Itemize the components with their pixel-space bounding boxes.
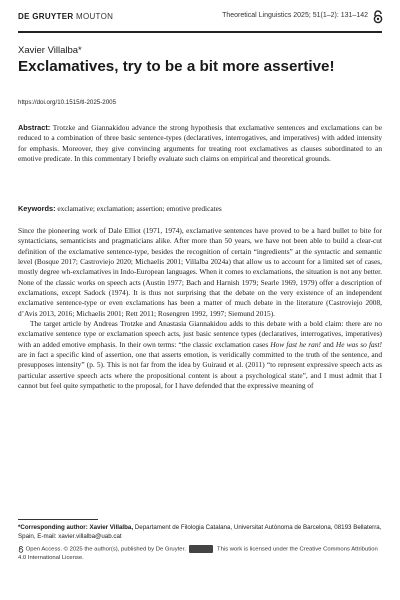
body-p2-part-b: and [320, 339, 336, 349]
brand-light: MOUTON [75, 12, 114, 21]
body-p2-part-c: are in fact a specific kind of assertion, one that asserts emotion, is veridically committed to the truth of the sentence, and presupposes intensity” (p. 5). This is not far from the idea by Guiraud et al. (2011) “to represent expressive speech acts as particular assertive speech acts where the propositional content is about a psychological state”, and I must admit that I cannot but feel quite sympathetic to the proposal, for I have defended that the expressive meaning of [18, 350, 382, 391]
keywords-label: Keywords: [18, 204, 56, 213]
license-text-a: Open Access. © 2025 the author(s), published by De Gruyter. [25, 546, 186, 553]
license-notice [18, 545, 382, 563]
footnote-label: *Corresponding author: Xavier Villalba, [18, 524, 134, 531]
article-title: Exclamatives, try to be a bit more assertive! [18, 58, 335, 75]
header-rule [18, 31, 382, 33]
example-1: How fast he ran! [270, 339, 321, 349]
footnote-rule [18, 519, 98, 520]
publisher-logo [18, 12, 113, 21]
corresponding-author-footnote [18, 523, 382, 541]
abstract-label: Abstract: [18, 123, 51, 132]
author-name: Xavier Villalba* [18, 45, 82, 56]
body-paragraph-2 [18, 319, 382, 391]
cc-by-badge-icon[interactable] [189, 545, 213, 553]
brand-bold: DE GRUYTER [18, 12, 74, 21]
footnote-text[interactable]: Departament de Filologia Catalana, Universitat Autònoma de Barcelona, 08193 Bellaterra, Spain, E-mail: xavier.villalba@uab.cat [18, 524, 382, 540]
open-access-icon [372, 10, 384, 24]
example-2: He was so fast! [335, 339, 382, 349]
abstract-text: Trotzke and Giannakidou advance the strong hypothesis that exclamative sentences and exclamations can be reduced to a combination of three basic sentence-types (declaratives, interrogatives, and imperatives) with added intensity for emphasis. Moreover, they give convincing arguments for treating root exclamatives as clauses subordinated to an emotive predicate. In this commentary I briefly evaluate such claims on empirical and theoretical grounds. [18, 123, 382, 164]
journal-citation: Theoretical Linguistics 2025; 51(1–2): 131–142 [222, 12, 368, 19]
open-access-small-icon [18, 546, 24, 553]
keywords [18, 204, 382, 214]
body-p2-part-a: The target article by Andreas Trotzke and Anastasia Giannakidou adds to this debate with a bold claim: there are no exclamative sentence type or exclamation speech acts, just basic sentence types (declaratives, interrogatives, imperatives) with an added emotive emphasis. In their own terms: “the classic exclamation cases [18, 319, 382, 349]
abstract [18, 123, 382, 165]
page-header [18, 12, 382, 26]
article-body [18, 226, 382, 392]
doi-link[interactable]: https://doi.org/10.1515/tl-2025-2005 [18, 99, 117, 106]
body-paragraph-1: Since the pioneering work of Dale Elliot (1971, 1974), exclamative sentences have proved to be a hard bullet to bite for syntacticians, semanticists and pragmaticians alike. After more than 50 years, we have not been able to build a clear-cut definition of the exclamative sentence-type, besides the recognition of certain “ingredients” at the syntactic and semantic level (Bosque 2017; Castroviejo 2020; Michaelis 2001; Villalba 2024a) that allow us to account for a limited set of cases, mostly degree wh-exclamatives in Indo-European languages. When it comes to exclamations, the situation is not any better. None of the classic works on speech acts (Austin 1977; Bach and Harnish 1979; Searle 1969, 1979) offer a description of exclamations, except Sadock (1974). It is thus not surprising that the debate on the very existence of an independent exclamative sentence-type or even exclamations has been a matter of much debate in the literature (Castroviejo 2008, d’Avis 2013, 2016; Michaelis 2001; Rett 2011; Rosengren 1992, 1997; Siemund 2015). [18, 226, 382, 318]
keywords-text: exclamative; exclamation; assertion; emotive predicates [57, 204, 222, 213]
license-text-b: This work is licensed under the Creative Commons Attribution 4.0 International License. [18, 546, 378, 562]
